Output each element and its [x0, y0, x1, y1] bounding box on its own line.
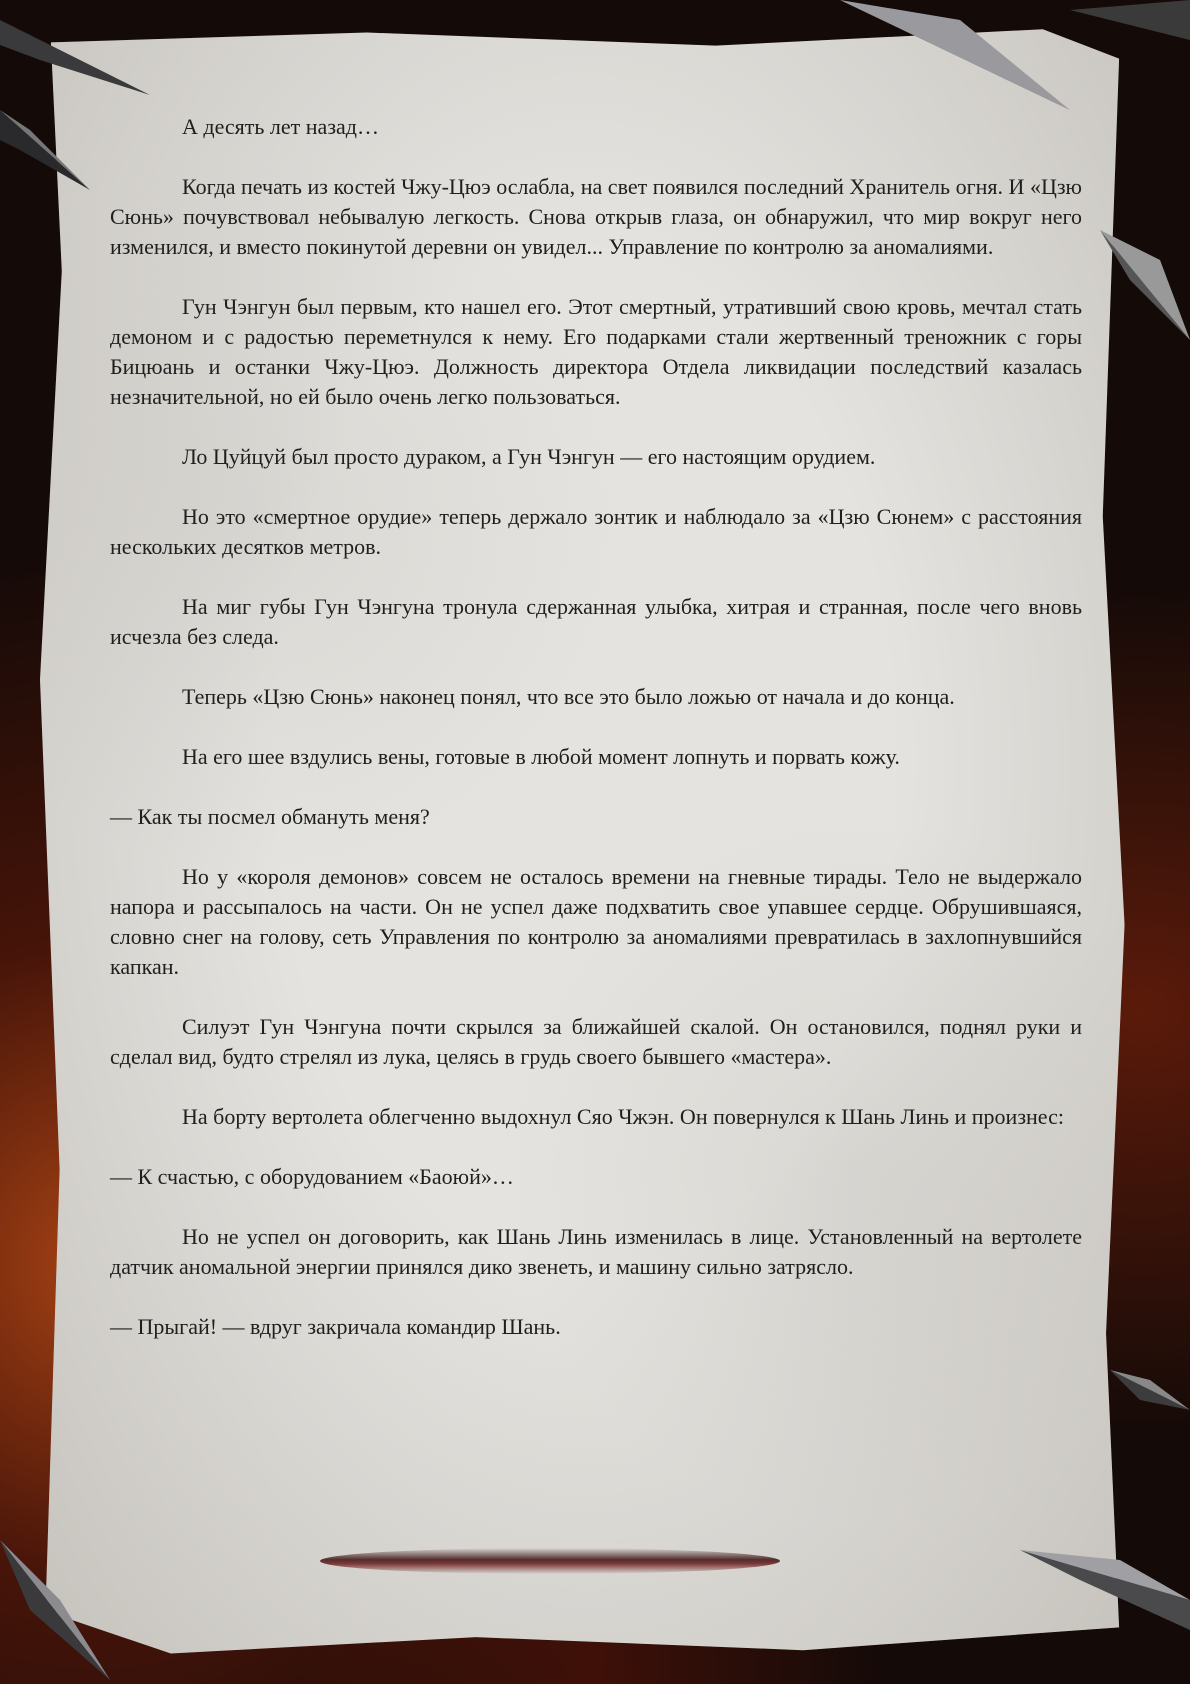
paragraph: На его шее вздулись вены, готовые в любой момент лопнуть и порвать кожу.: [182, 744, 900, 769]
paragraph: Когда печать из костей Чжу-Цюэ ослабла, на свет появился последний Хранитель огня. И «Цзю Сюнь» почувствовал небывалую легкость. Снова открыв глаза, он обнаружил, что мир вокруг него изменился, и вместо покинутой деревни он увидел... Управление по контролю за аномалиями.: [110, 174, 1082, 259]
paragraph: На борту вертолета облегченно выдохнул Сяо Чжэн. Он повернулся к Шань Линь и произнес:: [182, 1104, 1064, 1129]
paragraph: — Прыгай! — вдруг закричала командир Шань.: [110, 1314, 561, 1339]
paragraph: Но это «смертное орудие» теперь держало зонтик и наблюдало за «Цзю Сюнем» с расстояния нескольких десятков метров.: [110, 504, 1082, 559]
paragraph: А десять лет назад…: [182, 114, 379, 139]
metal-shard-bottom-left: [0, 1520, 130, 1684]
paragraph: Гун Чэнгун был первым, кто нашел его. Этот смертный, утративший свою кровь, мечтал стать демоном и с радостью переметнулся к нему. Его подарками стали жертвенный треножник с горы Бицюань и останки Чжу-Цюэ. Должность директора Отдела ликвидации последствий казалась незначительной, но ей было очень легко пользоваться.: [110, 294, 1082, 409]
document-text: [110, 112, 1082, 1372]
metal-shard-right-lower: [1100, 1360, 1190, 1450]
metal-shard-right: [1090, 220, 1190, 350]
metal-shard-bottom-right: [1020, 1530, 1190, 1630]
paragraph: Но у «короля демонов» совсем не осталось времени на гневные тирады. Тело не выдержало напора и рассыпалось на части. Он не успел даже подхватить свое упавшее сердце. Обрушившаяся, словно снег на голову, сеть Управления по контролю за аномалиями превратилась в захлопнувшийся капкан.: [110, 864, 1082, 979]
paragraph: Теперь «Цзю Сюнь» наконец понял, что все это было ложью от начала и до конца.: [182, 684, 955, 709]
paragraph: — Как ты посмел обмануть меня?: [110, 804, 430, 829]
paragraph: Ло Цуйцуй был просто дураком, а Гун Чэнгун — его настоящим орудием.: [182, 444, 876, 469]
paragraph: Силуэт Гун Чэнгуна почти скрылся за ближайшей скалой. Он остановился, поднял руки и сделал вид, будто стрелял из лука, целясь в грудь своего бывшего «мастера».: [110, 1014, 1082, 1069]
metal-shard-top-right: [820, 0, 1190, 130]
paragraph: Но не успел он договорить, как Шань Линь изменилась в лице. Установленный на вертолете датчик аномальной энергии принялся дико звенеть, и машину сильно затрясло.: [110, 1224, 1082, 1279]
paragraph: — К счастью, с оборудованием «Баоюй»…: [110, 1164, 514, 1189]
burn-mark: [320, 1548, 780, 1574]
paragraph: На миг губы Гун Чэнгуна тронула сдержанная улыбка, хитрая и странная, после чего вновь исчезла без следа.: [110, 594, 1082, 649]
